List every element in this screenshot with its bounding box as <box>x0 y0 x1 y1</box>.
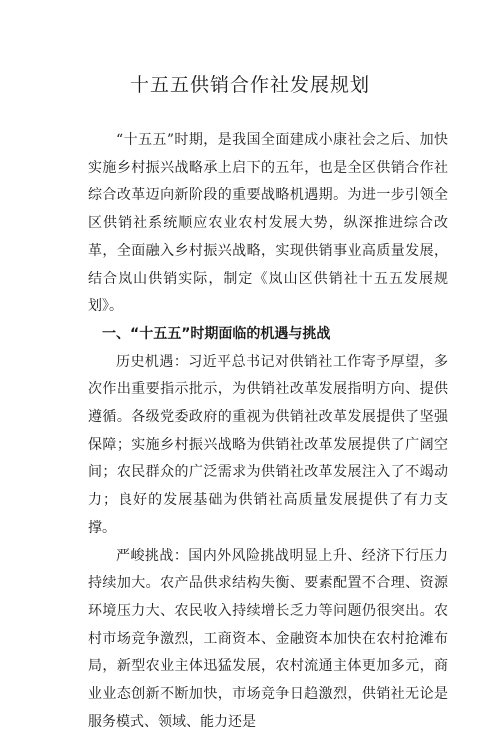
document-body <box>88 127 448 736</box>
opportunity-paragraph: 历史机遇：习近平总书记对供销社工作寄予厚望，多次作出重要指示批示，为供销社改革发展指明方向、提供遵循。各级党委政府的重视为供销社改革发展提供了坚强保障；实施乡村振兴战略为供销社改革发展提供了广阔空间；农民群众的广泛需求为供销社改革发展注入了不竭动力；良好的发展基础为供销社高质量发展提供了有力支撑。 <box>88 353 448 536</box>
intro-paragraph: “十五五”时期，是我国全面建成小康社会之后、加快实施乡村振兴战略承上启下的五年，也是全区供销合作社综合改革迈向新阶段的重要战略机遇期。为进一步引领全区供销社系统顺应农业农村发展大势，纵深推进综合改革，全面融入乡村振兴战略，实现供销事业高质量发展，结合岚山供销实际，制定《岚山区供销社十五五发展规划》。 <box>88 132 448 315</box>
page-title: 十五五供销合作社发展规划 <box>129 74 370 96</box>
challenge-paragraph: 严峻挑战：国内外风险挑战明显上升、经济下行压力持续加大。农产品供求结构失衡、要素配置不合理、资源环境压力大、农民收入持续增长乏力等问题仍很突出。农村市场竞争激烈，工商资本、金融资本加快在农村抢滩布局，新型农业主体迅猛发展，农村流通主体更加多元，商业业态创新不断加快，市场竞争日趋激烈，供销社无论是服务模式、领域、能力还是 <box>88 547 448 730</box>
section-heading: 一、“十五五”时期面临的机遇与挑战 <box>102 325 331 342</box>
